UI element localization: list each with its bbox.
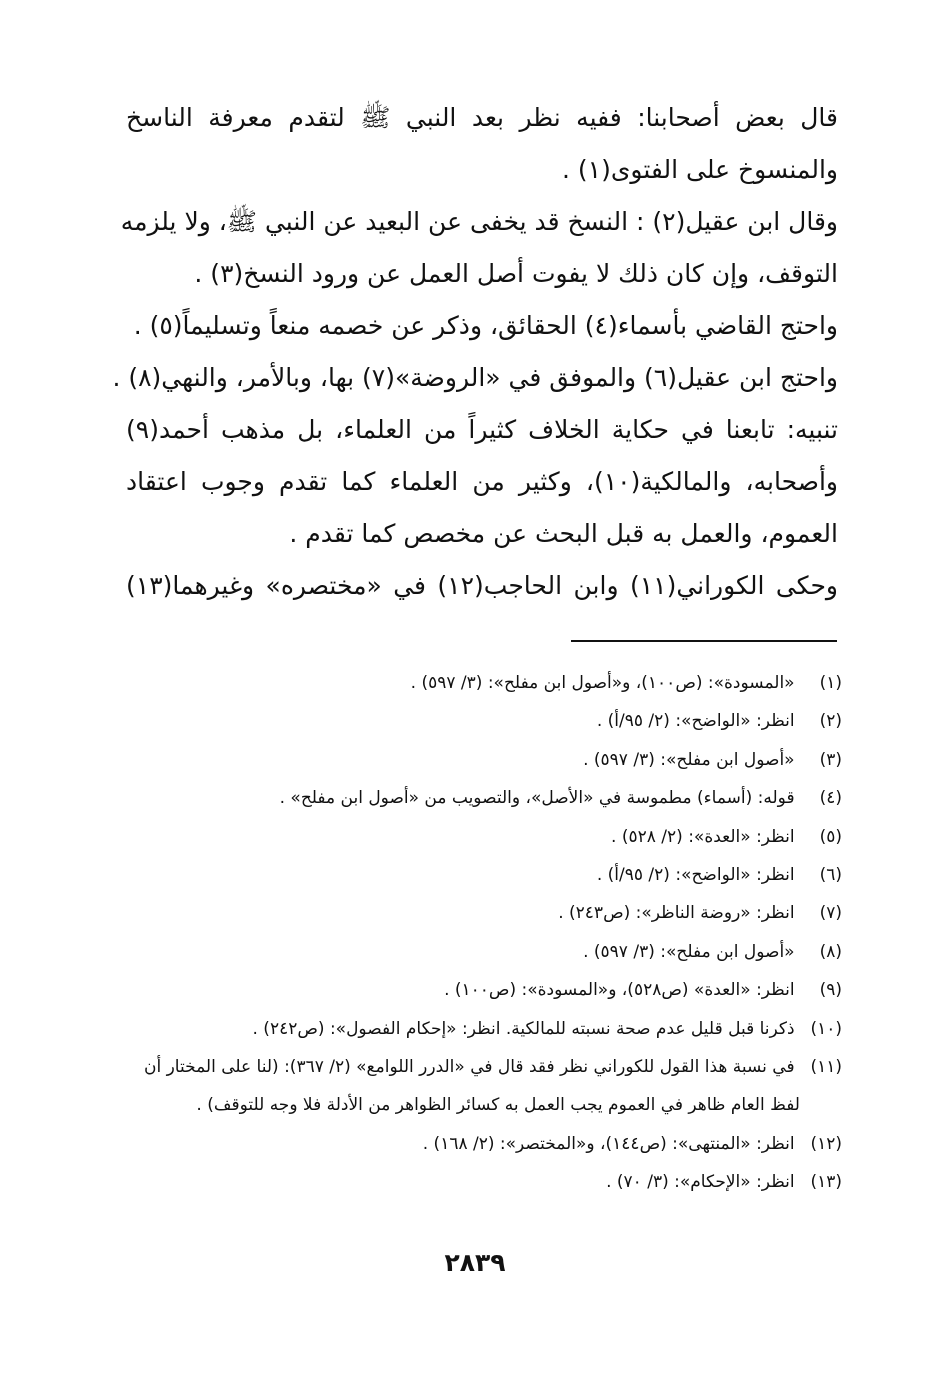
- footnote: [120, 741, 842, 779]
- footnotes: [120, 664, 842, 1201]
- footnote-number: (٣): [819, 749, 842, 770]
- footnote: [120, 894, 842, 932]
- footnote-text: قوله: (أسماء) مطموسة في «الأصل»، والتصويب من «أصول ابن مفلح» .: [279, 788, 795, 809]
- footnote: [120, 779, 842, 817]
- footnote-text: انظر: «روضة الناظر»: (ص٢٤٣) .: [558, 903, 795, 924]
- footnote-number: (١): [819, 673, 842, 693]
- footnote: [120, 1048, 842, 1086]
- text-line: تنبيه: تابعنا في حكاية الخلاف كثيراً من العلماء، بل مذهب أحمد(٩): [126, 415, 838, 444]
- text-line: والمنسوخ على الفتوى(١) .: [562, 155, 838, 184]
- footnote-text: «أصول ابن مفلح»: (٣/ ٥٩٧) .: [583, 941, 795, 962]
- footnote-text: «أصول ابن مفلح»: (٣/ ٥٩٧) .: [583, 749, 795, 770]
- footnote: [120, 971, 842, 1009]
- text-line: التوقف، وإن كان ذلك لا يفوت أصل العمل عن ورود النسخ(٣) .: [194, 259, 838, 288]
- footnote-text: في نسبة هذا القول للكوراني نظر فقد قال في «الدرر اللوامع» (٢/ ٣٦٧): (لنا على المختار أن: [143, 1056, 795, 1077]
- footnote-number: (٧): [819, 903, 842, 924]
- footnote: [120, 702, 842, 740]
- footnote: [120, 1010, 842, 1048]
- text-line: وحكى الكوراني(١١) وابن الحاجب(١٢) في «مختصره» وغيرهما(١٣): [126, 571, 839, 600]
- footnote-text: انظر: «الإحكام»: (٣/ ٧٠) .: [606, 1172, 795, 1193]
- text-line: واحتج القاضي بأسماء(٤) الحقائق، وذكر عن خصمه منعاً وتسليماً(٥) .: [133, 311, 838, 340]
- footnote-text: انظر: «العدة»: (٢/ ٥٢٨) .: [611, 826, 795, 847]
- text-line: وأصحابه، والمالكية(١٠)، وكثير من العلماء كما تقدم وجوب اعتقاد: [126, 467, 838, 496]
- text-line: وقال ابن عقيل(٢) : النسخ قد يخفى عن البعيد عن النبي ﷺ، ولا يلزمه: [120, 207, 838, 236]
- text-line: واحتج ابن عقيل(٦) والموفق في «الروضة»(٧) بها، وبالأمر، والنهي(٨) .: [112, 363, 838, 392]
- footnote: [120, 1163, 842, 1201]
- footnote-number: (١٠): [810, 1018, 842, 1039]
- footnote-text: انظر: «الواضح»: (٢/ ٩٥/أ) .: [596, 864, 795, 885]
- footnote: [120, 664, 842, 702]
- footnote-number: (٦): [819, 864, 842, 885]
- footnote-number: (٩): [819, 980, 842, 1001]
- footnote-text: «المسودة»: (ص١٠٠)، و«أصول ابن مفلح»: (٣/ ٥٩٧) .: [410, 673, 795, 693]
- footnote-divider: [571, 640, 837, 642]
- page-number: ٢٨٣٩: [444, 1248, 506, 1277]
- footnote-number: (٥): [819, 826, 842, 847]
- footnote-text: لفظ العام ظاهر في العموم يجب العمل به كسائر الظواهر من الأدلة فلا وجه للتوقف) .: [196, 1095, 800, 1116]
- footnote-text: انظر: «المنتهى»: (ص١٤٤)، و«المختصر»: (٢/ ١٦٨) .: [422, 1133, 795, 1154]
- footnote-number: (٨): [819, 941, 842, 962]
- footnote: [120, 1125, 842, 1163]
- footnote-continuation: [120, 1086, 842, 1124]
- footnote: [120, 856, 842, 894]
- footnote: [120, 933, 842, 971]
- text-line: قال بعض أصحابنا: ففيه نظر بعد النبي ﷺ لتقدم معرفة الناسخ: [126, 103, 838, 132]
- footnote-number: (١٣): [810, 1172, 842, 1193]
- footnote-text: ذكرنا قبل قليل عدم صحة نسبته للمالكية. انظر: «إحكام الفصول»: (ص٢٤٢) .: [252, 1018, 795, 1039]
- footnote-number: (٢): [819, 711, 842, 732]
- footnote-text: انظر: «العدة» (ص٥٢٨)، و«المسودة»: (ص١٠٠) .: [444, 980, 795, 1001]
- footnote-text: انظر: «الواضح»: (٢/ ٩٥/أ) .: [596, 711, 795, 732]
- footnote: [120, 818, 842, 856]
- footnote-number: (١٢): [810, 1133, 842, 1154]
- main-text: [112, 92, 839, 612]
- footnote-number: (٤): [819, 788, 842, 809]
- footnote-number: (١١): [810, 1056, 842, 1077]
- text-line: العموم، والعمل به قبل البحث عن مخصص كما تقدم .: [289, 519, 838, 548]
